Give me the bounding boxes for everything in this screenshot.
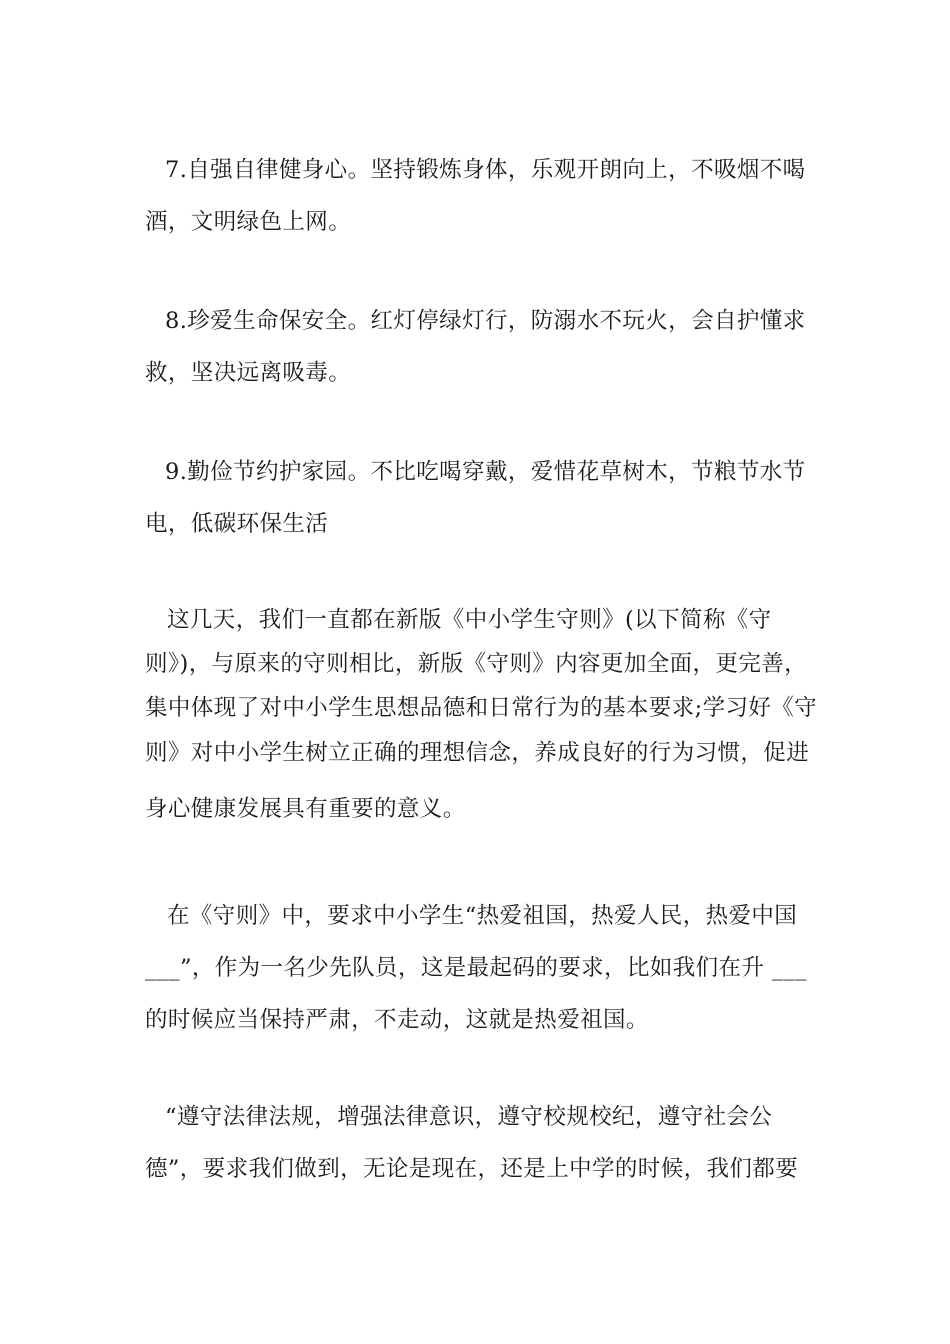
text-line: 这几天，我们一直都在新版《中小学生守则》(以下简称《守 [167, 607, 772, 633]
text-line: 酒，文明绿色上网。 [145, 209, 352, 235]
text-line: 7.自强自律健身心。坚持锻炼身体，乐观开朗向上，不吸烟不喝 [165, 157, 806, 183]
text-line: 救，坚决远离吸毒。 [145, 360, 352, 386]
text-line: 在《守则》中，要求中小学生“热爱祖国，热爱人民，热爱中国 [167, 903, 798, 929]
text-line: 8.珍爱生命保安全。红灯停绿灯行，防溺水不玩火，会自护懂求 [165, 308, 806, 334]
text-line: 电，低碳环保生活 [145, 511, 329, 537]
text-line: 则》对中小学生树立正确的理想信念，养成良好的行为习惯，促进 [145, 740, 810, 766]
text-line: ___”，作为一名少先队员，这是最起码的要求，比如我们在升 ___ [145, 955, 807, 981]
text-line: 的时候应当保持严肃，不走动，这就是热爱祖国。 [145, 1007, 649, 1033]
text-line: 集中体现了对中小学生思想品德和日常行为的基本要求;学习好《守 [145, 695, 818, 721]
text-line: 9.勤俭节约护家园。不比吃喝穿戴，爱惜花草树木，节粮节水节 [165, 459, 806, 485]
text-line: 则》)，与原来的守则相比，新版《守则》内容更加全面，更完善， [145, 651, 808, 677]
text-line: 身心健康发展具有重要的意义。 [145, 796, 466, 822]
text-line: “遵守法律法规，增强法律意识，遵守校规校纪，遵守社会公 [165, 1104, 773, 1130]
text-line: 德”，要求我们做到，无论是现在，还是上中学的时候，我们都要 [145, 1156, 799, 1182]
